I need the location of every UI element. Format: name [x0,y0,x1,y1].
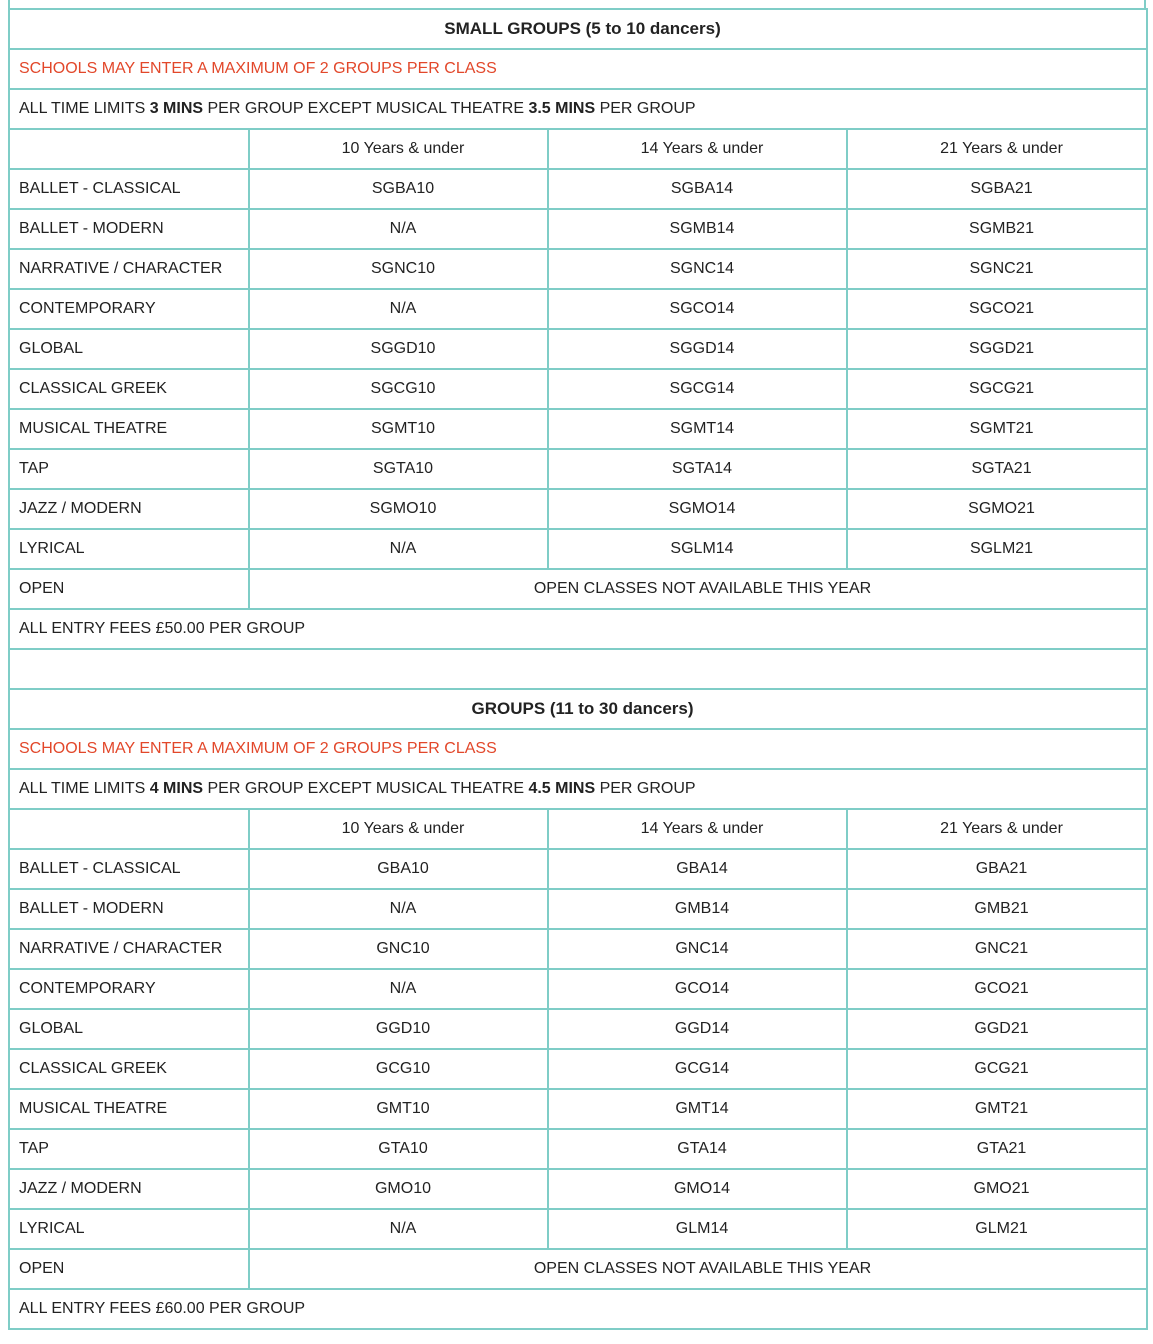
table-row [9,929,1147,969]
class-code: N/A [249,209,548,249]
groups-notice-row [9,729,1147,769]
category-cell: BALLET - MODERN [9,209,249,249]
table-row [9,289,1147,329]
fees-row [9,609,1147,649]
class-code: SGNC21 [847,249,1147,289]
groups-max-notice: SCHOOLS MAY ENTER A MAXIMUM OF 2 GROUPS PER CLASS [9,729,1147,769]
time-suffix: PER GROUP [595,780,696,797]
class-code: SGTA10 [249,449,548,489]
class-code: GMO21 [847,1169,1147,1209]
class-code: GMB21 [847,889,1147,929]
class-code: SGCG10 [249,369,548,409]
class-code: GMT14 [548,1089,847,1129]
groups-time-limits [9,769,1147,809]
class-code: GCG21 [847,1049,1147,1089]
small-groups-header-row [9,129,1147,169]
class-code: SGTA21 [847,449,1147,489]
category-cell: MUSICAL THEATRE [9,409,249,449]
category-cell: NARRATIVE / CHARACTER [9,249,249,289]
column-header: 21 Years & under [847,129,1147,169]
category-cell: CONTEMPORARY [9,289,249,329]
table-row [9,1129,1147,1169]
category-cell: CLASSICAL GREEK [9,369,249,409]
column-header: 14 Years & under [548,809,847,849]
small-groups-title-row [9,9,1147,49]
class-code: SGCO21 [847,289,1147,329]
table-top-edge [8,0,1146,8]
header-blank-cell [9,129,249,169]
open-classes-note: OPEN CLASSES NOT AVAILABLE THIS YEAR [249,569,1147,609]
class-code: GTA10 [249,1129,548,1169]
class-code: GTA21 [847,1129,1147,1169]
table-row [9,969,1147,1009]
class-code: SGNC10 [249,249,548,289]
entry-classes-body [9,9,1147,1329]
category-cell: MUSICAL THEATRE [9,1089,249,1129]
time-limit: 4 MINS [149,780,204,797]
category-cell: LYRICAL [9,529,249,569]
mt-time-limit: 3.5 MINS [528,100,596,117]
class-code: SGMO14 [548,489,847,529]
category-cell: TAP [9,449,249,489]
table-row [9,329,1147,369]
small-groups-fees: ALL ENTRY FEES £50.00 PER GROUP [9,609,1147,649]
class-code: N/A [249,289,548,329]
class-code: GNC21 [847,929,1147,969]
groups-title: GROUPS (11 to 30 dancers) [9,689,1147,729]
class-code: SGLM14 [548,529,847,569]
category-cell: BALLET - MODERN [9,889,249,929]
category-cell: JAZZ / MODERN [9,489,249,529]
class-code: N/A [249,1209,548,1249]
time-prefix: ALL TIME LIMITS [19,780,150,797]
class-code: SGMT14 [548,409,847,449]
table-row [9,489,1147,529]
entry-classes-table [8,8,1148,1330]
class-code: GNC14 [548,929,847,969]
small-groups-max-notice: SCHOOLS MAY ENTER A MAXIMUM OF 2 GROUPS PER CLASS [9,49,1147,89]
class-code: SGTA14 [548,449,847,489]
table-row [9,1169,1147,1209]
time-middle: PER GROUP EXCEPT MUSICAL THEATRE [203,100,529,117]
class-code: GMB14 [548,889,847,929]
table-row [9,1209,1147,1249]
category-cell: GLOBAL [9,329,249,369]
small-groups-notice-row [9,49,1147,89]
class-code: GCO21 [847,969,1147,1009]
small-groups-time-limits [9,89,1147,129]
category-cell: JAZZ / MODERN [9,1169,249,1209]
class-code: GBA21 [847,849,1147,889]
small-groups-time-row [9,89,1147,129]
class-code: SGBA21 [847,169,1147,209]
table-row [9,889,1147,929]
class-code: N/A [249,529,548,569]
class-code: GMO10 [249,1169,548,1209]
class-code: GLM21 [847,1209,1147,1249]
class-code: SGMO10 [249,489,548,529]
class-code: GGD14 [548,1009,847,1049]
header-blank-cell [9,809,249,849]
small-groups-title: SMALL GROUPS (5 to 10 dancers) [9,9,1147,49]
time-prefix: ALL TIME LIMITS [19,100,150,117]
class-code: SGBA10 [249,169,548,209]
groups-header-row [9,809,1147,849]
class-code: SGMO21 [847,489,1147,529]
class-code: SGCO14 [548,289,847,329]
category-cell: BALLET - CLASSICAL [9,849,249,889]
table-row [9,849,1147,889]
groups-time-row [9,769,1147,809]
category-cell: CONTEMPORARY [9,969,249,1009]
class-code: GMO14 [548,1169,847,1209]
class-code: SGNC14 [548,249,847,289]
category-cell: LYRICAL [9,1209,249,1249]
table-row [9,209,1147,249]
table-row [9,449,1147,489]
time-suffix: PER GROUP [595,100,696,117]
time-limit: 3 MINS [149,100,204,117]
class-code: GGD10 [249,1009,548,1049]
table-row [9,529,1147,569]
table-row [9,169,1147,209]
class-code: GBA14 [548,849,847,889]
spacer-cell [9,649,1147,689]
column-header: 10 Years & under [249,129,548,169]
category-cell: CLASSICAL GREEK [9,1049,249,1089]
class-code: SGCG21 [847,369,1147,409]
class-code: GCO14 [548,969,847,1009]
mt-time-limit: 4.5 MINS [528,780,596,797]
class-code: SGMB21 [847,209,1147,249]
category-cell: GLOBAL [9,1009,249,1049]
class-code: SGLM21 [847,529,1147,569]
class-code: SGMT21 [847,409,1147,449]
table-row [9,1089,1147,1129]
class-code: SGGD14 [548,329,847,369]
category-cell: TAP [9,1129,249,1169]
column-header: 14 Years & under [548,129,847,169]
spacer-row [9,649,1147,689]
table-row [9,1049,1147,1089]
time-middle: PER GROUP EXCEPT MUSICAL THEATRE [203,780,529,797]
fees-row [9,1289,1147,1329]
table-row [9,249,1147,289]
category-cell: OPEN [9,1249,249,1289]
class-code: GCG10 [249,1049,548,1089]
class-code: SGMT10 [249,409,548,449]
groups-title-row [9,689,1147,729]
table-row [9,409,1147,449]
class-code: GMT21 [847,1089,1147,1129]
table-row [9,369,1147,409]
class-code: N/A [249,969,548,1009]
class-code: GNC10 [249,929,548,969]
groups-fees: ALL ENTRY FEES £60.00 PER GROUP [9,1289,1147,1329]
class-code: GCG14 [548,1049,847,1089]
open-classes-note: OPEN CLASSES NOT AVAILABLE THIS YEAR [249,1249,1147,1289]
category-cell: OPEN [9,569,249,609]
class-code: GGD21 [847,1009,1147,1049]
class-code: GLM14 [548,1209,847,1249]
open-row [9,1249,1147,1289]
class-code: SGCG14 [548,369,847,409]
column-header: 21 Years & under [847,809,1147,849]
class-code: N/A [249,889,548,929]
class-code: GBA10 [249,849,548,889]
category-cell: BALLET - CLASSICAL [9,169,249,209]
class-code: SGGD21 [847,329,1147,369]
class-code: GMT10 [249,1089,548,1129]
class-code: SGGD10 [249,329,548,369]
class-code: SGBA14 [548,169,847,209]
class-code: GTA14 [548,1129,847,1169]
open-row [9,569,1147,609]
class-code: SGMB14 [548,209,847,249]
table-row [9,1009,1147,1049]
category-cell: NARRATIVE / CHARACTER [9,929,249,969]
column-header: 10 Years & under [249,809,548,849]
